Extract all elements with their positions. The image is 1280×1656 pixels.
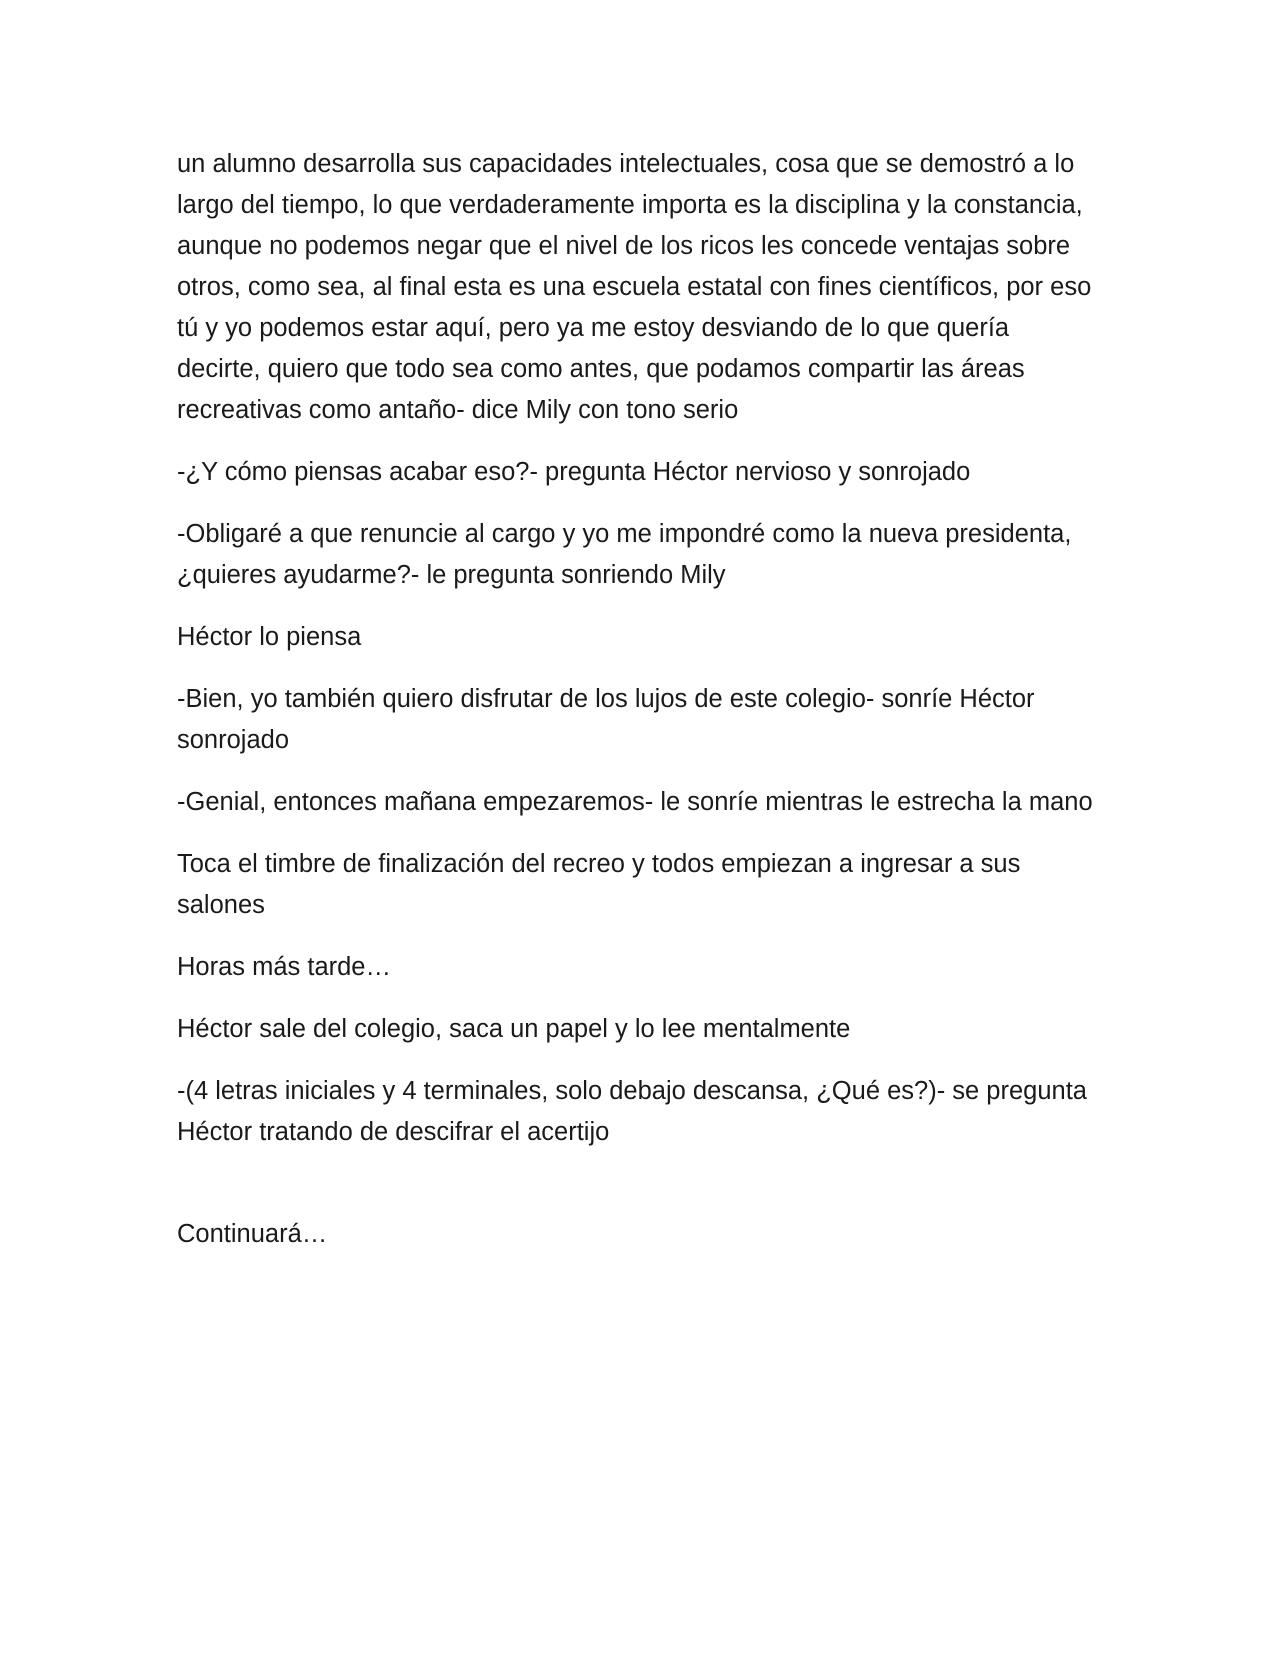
paragraph-5: -Bien, yo también quiero disfrutar de los lujos de este colegio- sonríe Héctor sonrojado — [177, 685, 1035, 754]
paragraph-10: -(4 letras iniciales y 4 terminales, solo debajo descansa, ¿Qué es?)- se pregunta Héctor tratando de descifrar el acertijo — [177, 1077, 1087, 1146]
paragraph-1: un alumno desarrolla sus capacidades intelectuales, cosa que se demostró a lo largo del tiempo, lo que verdaderamente importa es la disciplina y la constancia, aunque no podemos negar que el nivel de los ricos les concede ventajas sobre otros, como sea, al final esta es una escuela estatal con fines científicos, por eso tú y yo podemos estar aquí, pero ya me estoy desviando de lo que quería decirte, quiero que todo sea como antes, que podamos compartir las áreas recreativas como antaño- dice Mily con tono serio — [177, 150, 1092, 424]
paragraph-9: Héctor sale del colegio, saca un papel y lo lee mentalmente — [177, 1015, 851, 1043]
paragraph-6: -Genial, entonces mañana empezaremos- le sonríe mientras le estrecha la mano — [177, 788, 1093, 816]
paragraph-8: Horas más tarde… — [177, 953, 391, 981]
paragraph-4: Héctor lo piensa — [177, 623, 362, 651]
closing-line: Continuará… — [177, 1220, 328, 1248]
paragraph-3: -Obligaré a que renuncie al cargo y yo me impondré como la nueva presidenta, ¿quieres ayudarme?- le pregunta sonriendo Mily — [177, 520, 1072, 589]
paragraph-2: -¿Y cómo piensas acabar eso?- pregunta Héctor nervioso y sonrojado — [177, 458, 971, 486]
paragraph-7: Toca el timbre de finalización del recreo y todos empiezan a ingresar a sus salones — [177, 850, 1021, 919]
document-body — [177, 144, 1097, 1276]
